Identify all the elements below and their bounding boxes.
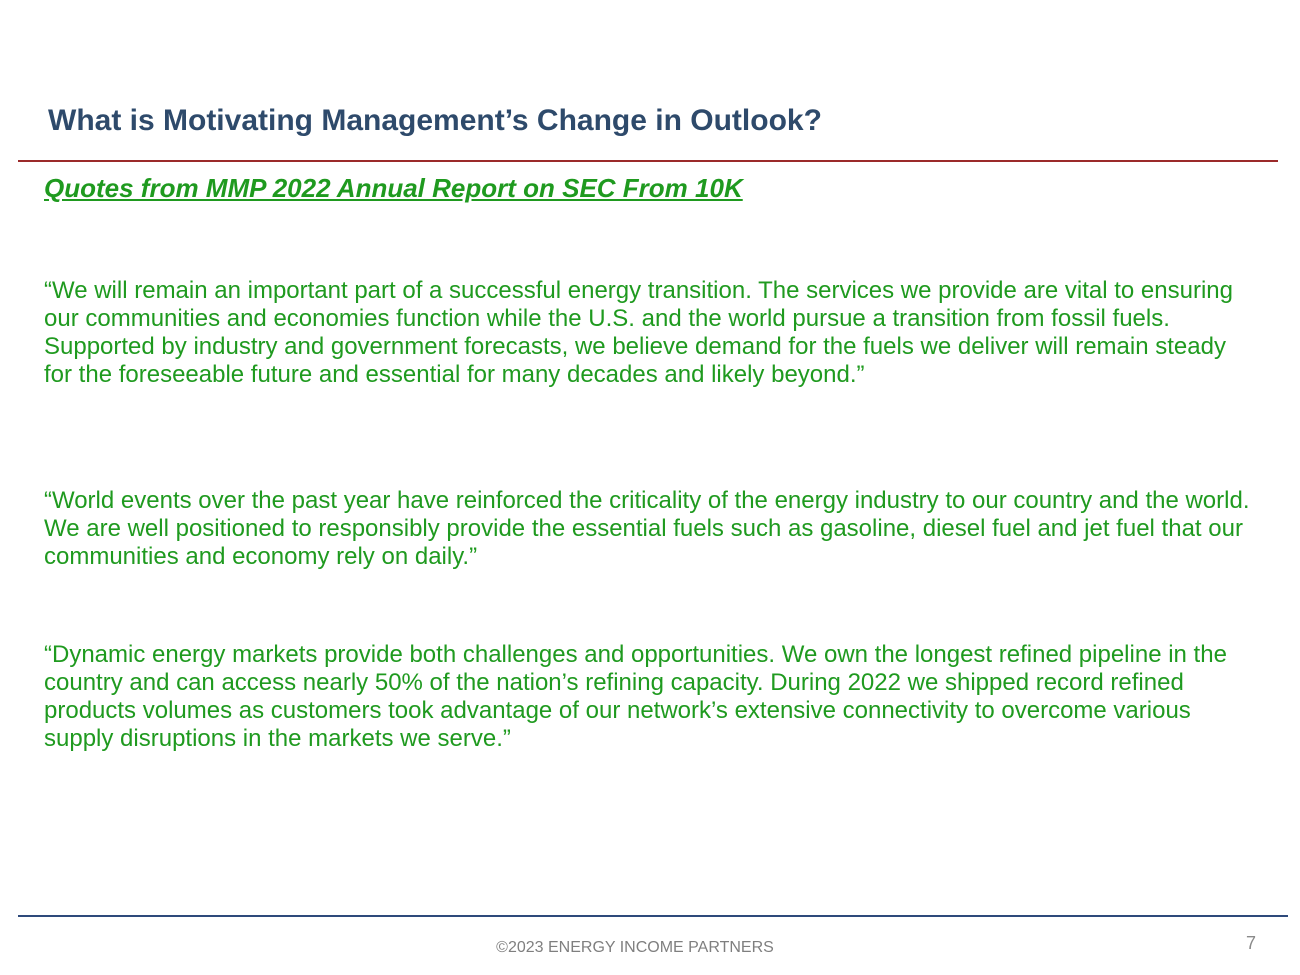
page-number: 7 bbox=[1245, 933, 1256, 953]
footer-divider bbox=[18, 915, 1288, 917]
quote-world-events: “World events over the past year have reinforced the criticality of the energy industry to our country and the world. We are well positioned to responsibly provide the essential fuels such as gasoline, diesel fuel and jet fuel that our communities and economy rely on daily.” bbox=[44, 487, 1250, 570]
quotes-source-heading: Quotes from MMP 2022 Annual Report on SEC From 10K bbox=[44, 173, 743, 203]
quote-energy-transition: “We will remain an important part of a successful energy transition. The services we provide are vital to ensuring our communities and economies function while the U.S. and the world pursue a transition from fossil fuels. Supported by industry and government forecasts, we believe demand for the fuels we deliver will remain steady for the foreseeable future and essential for many decades and likely beyond.” bbox=[44, 277, 1233, 388]
quote-dynamic-markets: “Dynamic energy markets provide both challenges and opportunities. We own the longest refined pipeline in the country and can access nearly 50% of the nation’s refining capacity. During 2022 we shipped record refined products volumes as customers took advantage of our network’s extensive connectivity to overcome various supply disruptions in the markets we serve.” bbox=[44, 641, 1227, 752]
footer-copyright: ©2023 ENERGY INCOME PARTNERS bbox=[496, 939, 774, 956]
slide-title: What is Motivating Management’s Change in Outlook? bbox=[48, 104, 822, 137]
title-divider bbox=[18, 160, 1278, 162]
